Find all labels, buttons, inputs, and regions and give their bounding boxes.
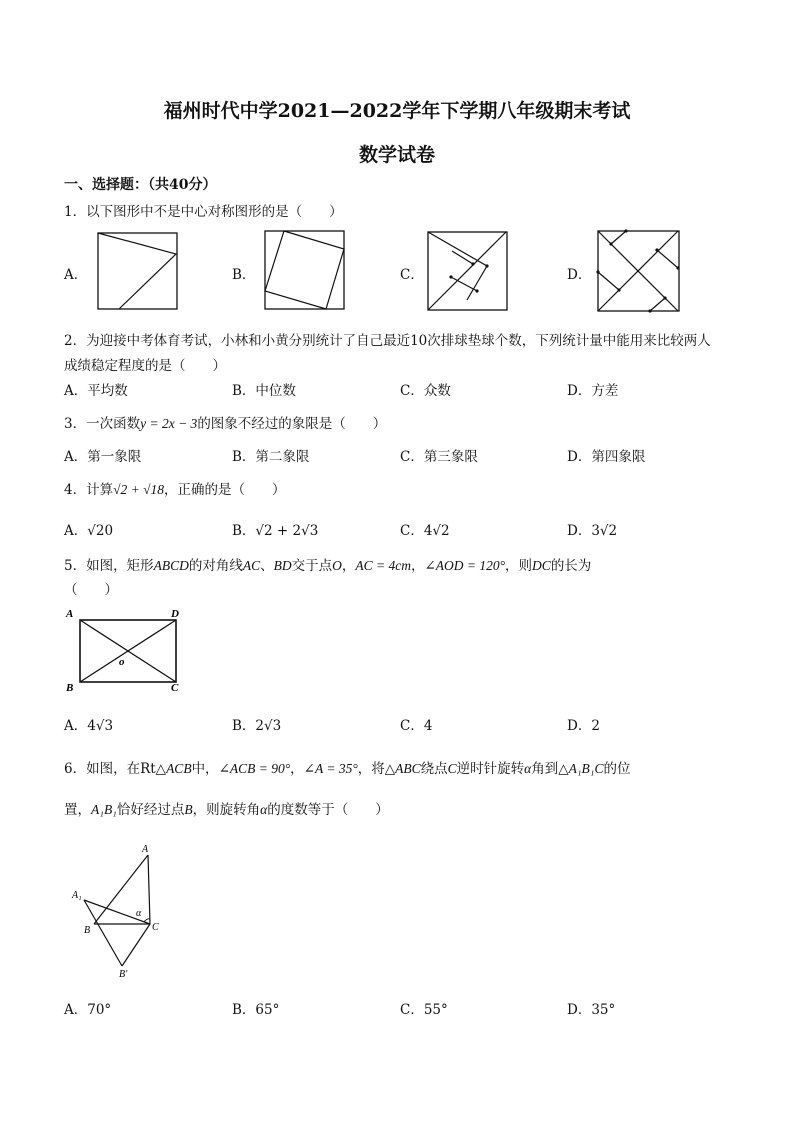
- q5-text-c: 交于点: [291, 558, 333, 574]
- q5-text-b: 的对角线: [188, 558, 243, 574]
- q5-sep: 、: [260, 558, 274, 574]
- page-subtitle: 数学试卷: [358, 144, 435, 166]
- q6-tri-abc: ABC: [395, 761, 421, 776]
- question-6-line-2: [64, 798, 389, 818]
- q6-text-j: ，则旋转角: [192, 802, 261, 818]
- q6-option-b: B．65°: [232, 1002, 280, 1018]
- q6-text-g: 的位: [603, 761, 631, 777]
- q6-text-c: ，将△: [357, 761, 396, 777]
- q5-rectangle-figure: [64, 605, 194, 695]
- question-5-line-1: [64, 554, 591, 574]
- q5-option-d: D．2: [567, 718, 600, 734]
- q6-text-f: 角到△: [531, 761, 569, 777]
- q6-point-b: B: [184, 802, 193, 817]
- question-6-line-1: [64, 757, 631, 777]
- question-1-text: 1．以下图形中不是中心对称图形的是（ ）: [64, 204, 343, 220]
- q6-text-k: 的度数等于（ ）: [267, 802, 389, 818]
- q6-text-i: 恰好经过点: [116, 802, 185, 818]
- q6-tri-acb: ACB: [166, 761, 192, 776]
- q5-angle: ∠AOD = 120°: [424, 558, 506, 573]
- q6-tri-a1b1c: A₁B₁C: [568, 761, 604, 776]
- q5-label-c: C: [171, 682, 179, 694]
- q6-alpha: α: [524, 761, 532, 776]
- q3-option-d: D．第四象限: [567, 449, 646, 465]
- q5-label-d: D: [171, 608, 179, 620]
- q1-figure-c: [427, 231, 509, 311]
- q2-option-a: A．平均数: [64, 383, 128, 399]
- q4-suffix: ，正确的是（ ）: [164, 482, 286, 498]
- question-4-text: [64, 478, 286, 498]
- q6-comma: ，: [290, 761, 304, 777]
- q6-option-a: A．70°: [64, 1002, 112, 1018]
- q6-text-d: 绕点: [420, 761, 448, 777]
- q1-figure-a: [97, 232, 179, 310]
- q6-label-a: A: [142, 844, 149, 855]
- q5-label-b: B: [66, 682, 74, 694]
- q5-label-o: o: [119, 656, 125, 668]
- q4-prefix: 4．计算: [64, 482, 114, 498]
- q6-text-h: 置，: [64, 802, 91, 818]
- q5-rect-name: ABCD: [153, 558, 189, 573]
- q5-option-c: C．4: [400, 718, 433, 734]
- section-heading: 一、选择题：（共40分）: [64, 177, 217, 193]
- q3-option-a: A．第一象限: [64, 449, 142, 465]
- q6-label-c: C: [152, 922, 159, 933]
- q3-option-c: C．第三象限: [400, 449, 478, 465]
- question-2-line-2: 成绩稳定程度的是（ ）: [64, 358, 226, 374]
- q6-label-b: B: [84, 925, 91, 936]
- q6-label-b1: B': [119, 969, 128, 980]
- q1-figure-d: [597, 230, 681, 312]
- q6-point-c: C: [447, 761, 457, 776]
- q6-label-alpha: α: [136, 908, 142, 919]
- q6-label-a1: A₁: [72, 890, 82, 901]
- q5-ac-length: AC = 4cm: [355, 558, 411, 573]
- q1-option-a-label: A．: [64, 267, 88, 283]
- q5-text-e: 的长为: [550, 558, 592, 574]
- q6-angle-a: ∠A = 35°: [303, 761, 358, 776]
- q3-suffix: 的图象不经过的象限是（ ）: [197, 416, 387, 432]
- q2-option-c: C．众数: [400, 383, 451, 399]
- question-5-line-2: （ ）: [64, 582, 118, 598]
- q4-option-c: C．4√2: [400, 523, 450, 539]
- q4-formula: √2 + √18: [113, 482, 165, 497]
- q5-text-d: ，则: [505, 558, 533, 574]
- q5-option-b: B．2√3: [232, 718, 282, 734]
- q6-text-b: 中，: [191, 761, 219, 777]
- q6-option-d: D．35°: [567, 1002, 616, 1018]
- q1-figure-b: [264, 230, 346, 310]
- q1-option-b-label: B．: [232, 267, 256, 283]
- q5-diag-ac: AC: [242, 558, 261, 573]
- page-title: 福州时代中学2021—2022学年下学期八年级期末考试: [163, 100, 631, 122]
- q6-text-e: 逆时针旋转: [456, 761, 525, 777]
- q1-option-c-label: C．: [400, 267, 424, 283]
- q6-alpha-2: α: [260, 802, 268, 817]
- q5-side-dc: DC: [532, 558, 551, 573]
- q3-prefix: 3．一次函数: [64, 416, 141, 432]
- q6-seg-a1b1: A₁B₁: [91, 802, 117, 817]
- q1-option-d-label: D．: [567, 267, 592, 283]
- q3-formula: y = 2x − 3: [140, 416, 198, 431]
- q5-diag-bd: BD: [273, 558, 292, 573]
- q5-comma-1: ，: [341, 558, 356, 574]
- q4-option-b: B．√2 + 2√3: [232, 523, 319, 539]
- q5-comma-2: ，: [410, 558, 425, 574]
- q6-option-c: C．55°: [400, 1002, 448, 1018]
- q6-angle-acb: ∠ACB = 90°: [218, 761, 291, 776]
- q2-option-b: B．中位数: [232, 383, 296, 399]
- q5-text-a: 5．如图，矩形: [64, 558, 154, 574]
- q6-text-a: 6．如图，在Rt△: [64, 761, 167, 777]
- question-3-text: [64, 412, 386, 432]
- q3-option-b: B．第二象限: [232, 449, 310, 465]
- q5-option-a: A．4√3: [64, 718, 114, 734]
- q4-option-a: A．√20: [64, 523, 114, 539]
- q6-rotation-figure: [64, 840, 174, 980]
- q5-label-a: A: [66, 608, 74, 620]
- question-2-line-1: 2．为迎接中考体育考试，小林和小黄分别统计了自己最近10次排球垫球个数，下列统计量中能用来比较两人: [64, 333, 711, 349]
- q5-point-o: O: [332, 558, 342, 573]
- q4-option-d: D．3√2: [567, 523, 618, 539]
- q2-option-d: D．方差: [567, 383, 619, 399]
